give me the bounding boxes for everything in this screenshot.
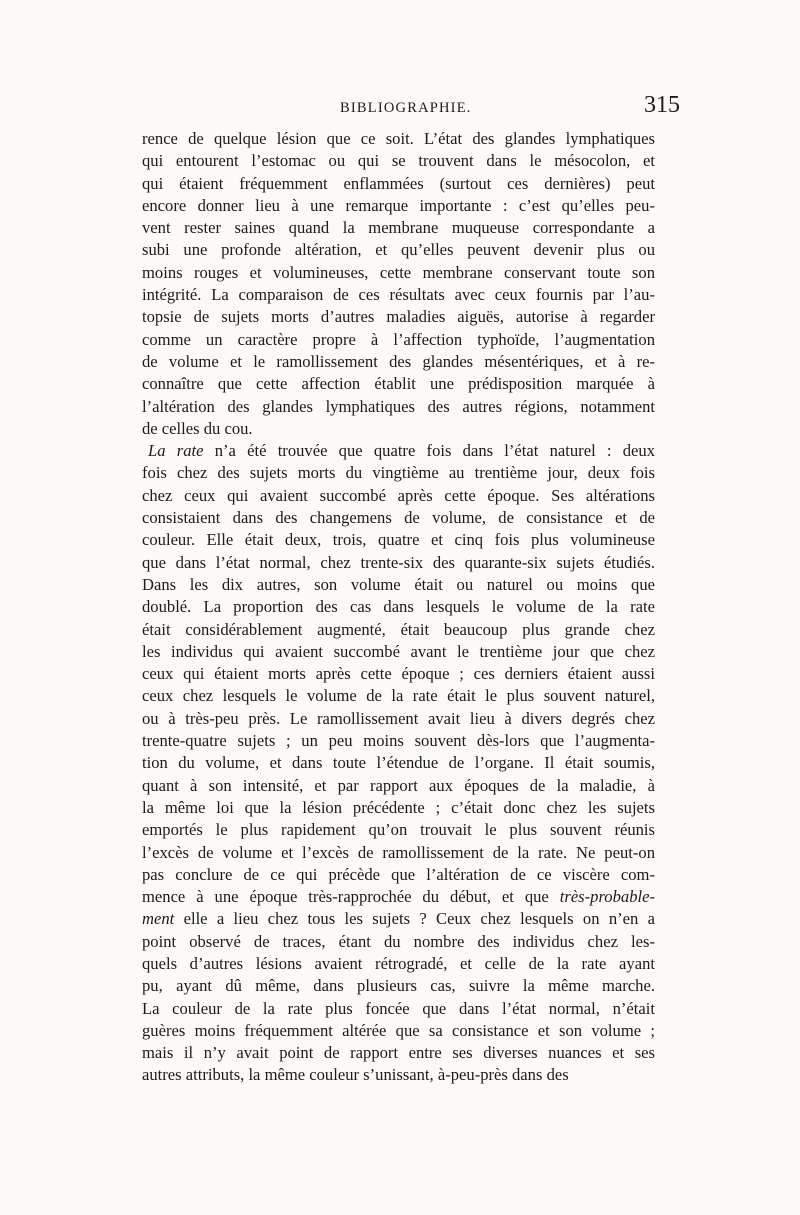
text-line <box>142 284 655 306</box>
text-segment: La rate <box>148 441 204 461</box>
text-segment: emportés le plus rapidement qu’on trouvait le plus souvent réunis <box>142 820 655 840</box>
text-segment: autres attributs, la même couleur s’unissant, à-peu-près dans des <box>142 1065 569 1085</box>
text-segment: chez ceux qui avaient succombé après cette époque. Ses altérations <box>142 485 655 505</box>
text-segment: que dans l’état normal, chez trente-six des quarante-six sujets étudiés. <box>142 552 655 572</box>
text-segment: ou à très-peu près. Le ramollissement avait lieu à divers degrés chez <box>142 708 655 728</box>
text-segment: comme un caractère propre à l’affection typhoïde, l’augmentation <box>142 329 655 349</box>
text-segment: pas conclure de ce qui précède que l’altération de ce viscère com- <box>142 864 655 884</box>
text-segment: pu, ayant dû même, dans plusieurs cas, suivre la même marche. <box>142 976 655 996</box>
text-segment: l’excès de volume et l’excès de ramollissement de la rate. Ne peut-on <box>142 842 655 862</box>
text-line <box>142 262 655 284</box>
paragraph <box>142 128 655 440</box>
text-segment: topsie de sujets morts d’autres maladies aiguës, autorise à regarder <box>142 307 655 327</box>
text-line <box>142 1064 655 1086</box>
text-segment: la même loi que la lésion précédente ; c’était donc chez les sujets <box>142 797 655 817</box>
text-line <box>142 886 655 908</box>
text-line <box>142 373 655 395</box>
text-segment: guères moins fréquemment altérée que sa consistance et son volume ; <box>142 1020 655 1040</box>
text-segment: elle a lieu chez tous les sujets ? Ceux chez lesquels on n’en a <box>174 909 655 929</box>
text-line <box>142 150 655 172</box>
text-line <box>142 217 655 239</box>
text-segment: tion du volume, et dans toute l’étendue de l’organe. Il était soumis, <box>142 753 655 773</box>
text-line <box>142 552 655 574</box>
text-segment: ceux qui étaient morts après cette époque ; ces derniers étaient aussi <box>142 664 655 684</box>
text-line <box>142 507 655 529</box>
text-line <box>142 329 655 351</box>
text-line <box>142 396 655 418</box>
text-line <box>142 819 655 841</box>
text-segment: Dans les dix autres, son volume était ou naturel ou moins que <box>142 574 655 594</box>
text-segment: de volume et le ramollissement des glandes mésentériques, et à re- <box>142 351 655 371</box>
text-line <box>142 708 655 730</box>
text-line <box>142 462 655 484</box>
text-line <box>142 529 655 551</box>
page-number: 315 <box>644 92 680 118</box>
text-line <box>142 685 655 707</box>
text-segment: point observé de traces, étant du nombre des individus chez les- <box>142 931 655 951</box>
text-line <box>142 998 655 1020</box>
text-line <box>142 128 655 150</box>
text-segment: encore donner lieu à une remarque importante : c’est qu’elles peu- <box>142 195 655 215</box>
text-segment: subi une profonde altération, et qu’elles peuvent devenir plus ou <box>142 240 655 260</box>
text-segment: fois chez des sujets morts du vingtième au trentième jour, deux fois <box>142 463 655 483</box>
text-line <box>142 931 655 953</box>
text-line <box>142 663 655 685</box>
text-line <box>142 195 655 217</box>
body-text <box>142 128 655 1087</box>
text-line <box>142 351 655 373</box>
text-segment: ment <box>142 909 175 929</box>
text-line <box>142 775 655 797</box>
text-segment: de celles du cou. <box>142 418 253 438</box>
text-segment: l’altération des glandes lymphatiques des autres régions, notamment <box>142 396 655 416</box>
text-segment: intégrité. La comparaison de ces résultats avec ceux fournis par l’au- <box>142 285 655 305</box>
text-line <box>142 975 655 997</box>
paragraph <box>142 440 655 1087</box>
text-segment: La couleur de la rate plus foncée que dans l’état normal, n’était <box>142 998 655 1018</box>
text-segment: consistaient dans des changemens de volume, de consistance et de <box>142 508 655 528</box>
text-line <box>142 1020 655 1042</box>
text-line <box>142 908 655 930</box>
text-line <box>142 864 655 886</box>
text-segment: qui étaient fréquemment enflammées (surtout ces dernières) peut <box>142 173 655 193</box>
text-line <box>142 574 655 596</box>
text-segment: les individus qui avaient succombé avant le trentième jour que chez <box>142 641 655 661</box>
text-segment: quant à son intensité, et par rapport aux époques de la maladie, à <box>142 775 655 795</box>
text-segment: rence de quelque lésion que ce soit. L’état des glandes lymphatiques <box>142 129 655 148</box>
text-line <box>142 641 655 663</box>
text-line <box>142 619 655 641</box>
page-header <box>140 94 680 124</box>
text-segment: mence à une époque très-rapprochée du début, et que <box>142 887 560 907</box>
text-line <box>142 306 655 328</box>
text-segment: quels d’autres lésions avaient rétrogradé, et celle de la rate ayant <box>142 953 655 973</box>
text-segment: qui entourent l’estomac ou qui se trouvent dans le mésocolon, et <box>142 151 655 171</box>
text-segment: doublé. La proportion des cas dans lesquels le volume de la rate <box>142 597 655 617</box>
text-line <box>142 239 655 261</box>
text-segment: très-probable- <box>559 887 655 907</box>
text-line <box>142 418 655 440</box>
text-segment: n’a été trouvée que quatre fois dans l’état naturel : deux <box>203 441 655 461</box>
text-line <box>142 173 655 195</box>
text-line <box>142 596 655 618</box>
text-segment: trente-quatre sujets ; un peu moins souvent dès-lors que l’augmenta- <box>142 731 655 751</box>
text-segment: était considérablement augmenté, était beaucoup plus grande chez <box>142 619 655 639</box>
text-line <box>142 752 655 774</box>
text-segment: mais il n’y avait point de rapport entre ses diverses nuances et ses <box>142 1043 655 1063</box>
text-segment: couleur. Elle était deux, trois, quatre et cinq fois plus volumineuse <box>142 530 655 550</box>
text-line <box>142 1042 655 1064</box>
text-line <box>142 797 655 819</box>
text-segment: ceux chez lesquels le volume de la rate était le plus souvent naturel, <box>142 686 655 706</box>
text-line <box>142 842 655 864</box>
text-segment: vent rester saines quand la membrane muqueuse correspondante a <box>142 218 655 238</box>
text-line <box>142 730 655 752</box>
text-line <box>142 485 655 507</box>
running-head: BIBLIOGRAPHIE. <box>340 100 472 116</box>
text-line <box>142 953 655 975</box>
text-segment: moins rouges et volumineuses, cette membrane conservant toute son <box>142 262 655 282</box>
text-line <box>142 440 655 462</box>
text-segment: connaître que cette affection établit une prédisposition marquée à <box>142 374 655 394</box>
